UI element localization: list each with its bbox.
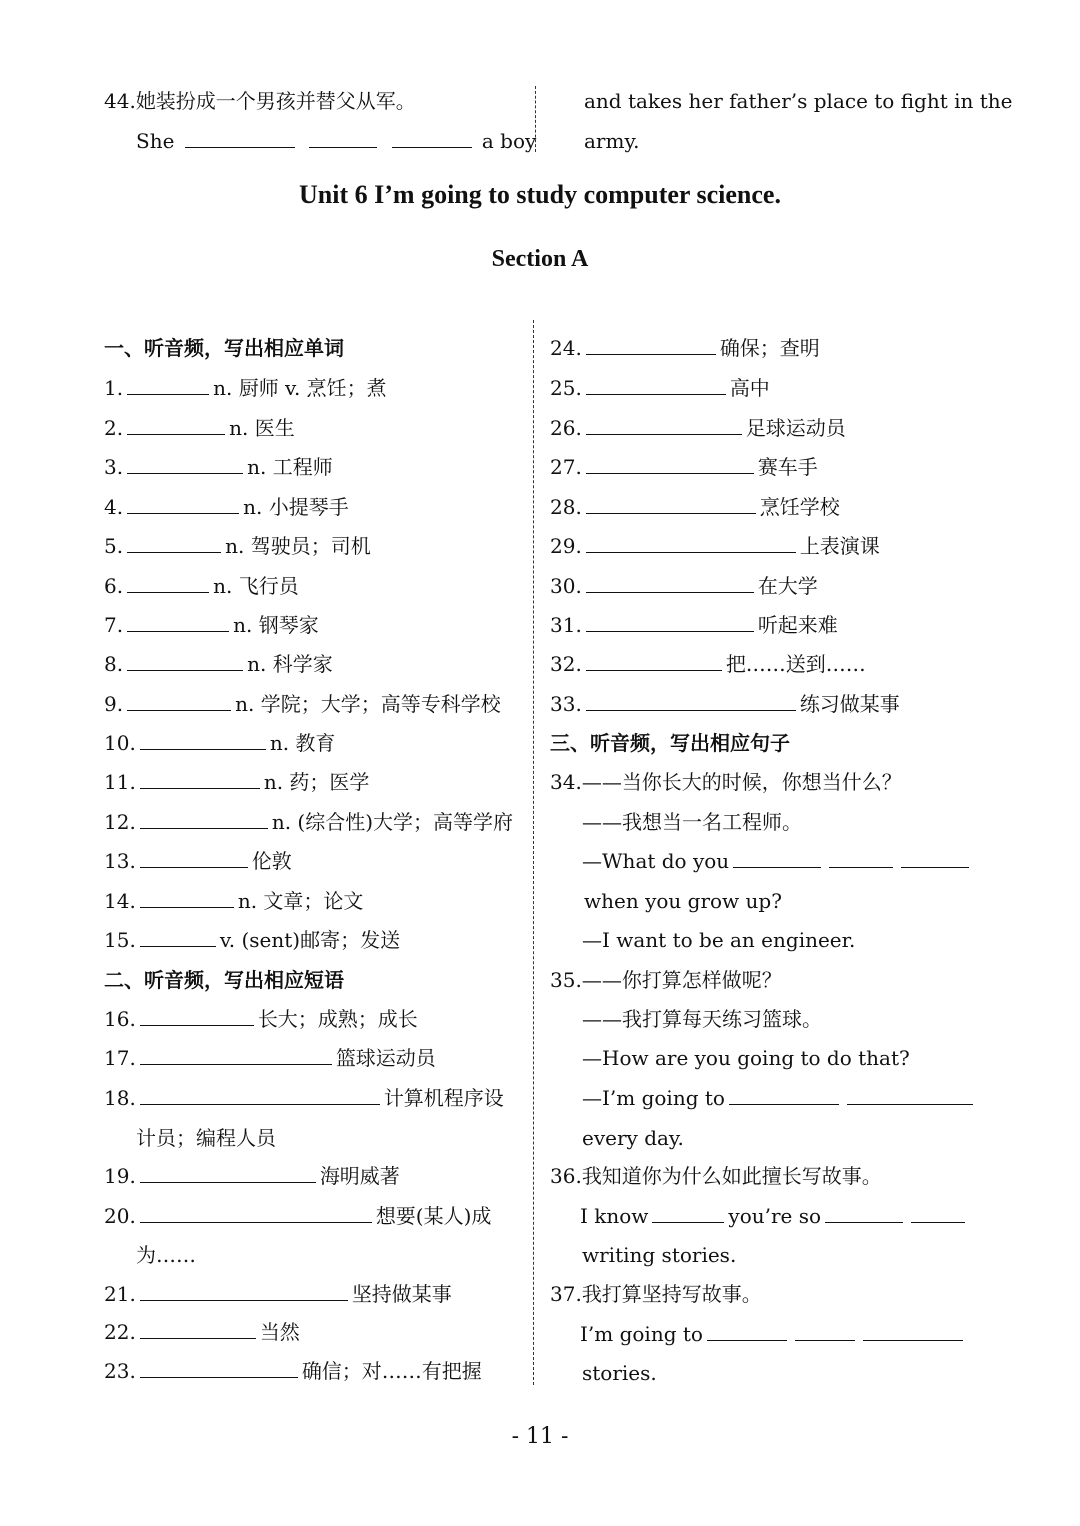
item-gloss: 足球运动员 — [745, 416, 846, 440]
answer-blank[interactable] — [586, 376, 726, 395]
answer-blank[interactable] — [127, 495, 239, 514]
answer-blank[interactable] — [586, 574, 754, 593]
list-item — [104, 847, 292, 875]
answer-blank[interactable] — [652, 1204, 724, 1223]
q36-english-2: writing stories. — [582, 1243, 737, 1267]
list-item-continuation: 计员；编程人员 — [136, 1126, 276, 1150]
answer-blank[interactable] — [140, 889, 234, 908]
q44-english-left — [136, 127, 536, 155]
item-gloss: 听起来难 — [757, 613, 838, 637]
item-number: 31. — [550, 613, 582, 637]
q34-chinese-2: ——我想当一名工程师。 — [582, 810, 802, 834]
answer-blank[interactable] — [127, 652, 243, 671]
q37-english-1 — [580, 1320, 967, 1348]
q36-number: 36. — [550, 1164, 582, 1188]
item-number: 28. — [550, 495, 582, 519]
item-gloss: n. 飞行员 — [213, 574, 299, 598]
q44-she: She — [136, 129, 175, 153]
q34-number: 34. — [550, 770, 582, 794]
answer-blank[interactable] — [586, 455, 754, 474]
q34-english-1 — [582, 847, 973, 875]
item-number: 1. — [104, 376, 124, 400]
item-number: 14. — [104, 889, 136, 913]
item-number: 20. — [104, 1204, 136, 1228]
answer-blank[interactable] — [140, 1164, 316, 1183]
answer-blank[interactable] — [127, 376, 209, 395]
list-item — [104, 729, 335, 757]
item-number: 23. — [104, 1359, 136, 1383]
list-item — [104, 1318, 300, 1346]
q35-chinese-2: ——我打算每天练习篮球。 — [582, 1007, 822, 1031]
q34-english-3: —I want to be an engineer. — [582, 928, 856, 952]
q34-english-2: when you grow up? — [584, 889, 782, 913]
item-gloss: 长大；成熟；成长 — [257, 1007, 418, 1031]
q37-english-2: stories. — [582, 1361, 657, 1385]
item-number: 21. — [104, 1282, 136, 1306]
q44-chinese: 她装扮成一个男孩并替父从军。 — [135, 89, 416, 113]
list-item — [550, 334, 820, 362]
item-gloss: n. 文章；论文 — [237, 889, 364, 913]
answer-blank[interactable] — [586, 652, 722, 671]
item-gloss: 海明威著 — [319, 1164, 400, 1188]
answer-blank[interactable] — [729, 1086, 839, 1105]
list-item — [104, 1202, 491, 1230]
item-gloss: n. 驾驶员；司机 — [225, 534, 371, 558]
item-number: 24. — [550, 336, 582, 360]
q34-en1: —What do you — [582, 849, 730, 873]
list-item — [104, 887, 363, 915]
page-number: - 11 - — [511, 1424, 569, 1449]
answer-blank[interactable] — [140, 1320, 256, 1339]
answer-blank[interactable] — [392, 129, 472, 148]
answer-blank[interactable] — [140, 1046, 332, 1065]
item-gloss: 想要(某人)成 — [375, 1204, 492, 1228]
answer-blank[interactable] — [140, 1282, 348, 1301]
unit-title: Unit 6 I’m going to study computer science. — [299, 180, 781, 209]
q35-english-3: every day. — [582, 1126, 684, 1150]
heading-words: 一、听音频，写出相应单词 — [104, 336, 344, 360]
item-gloss: 当然 — [259, 1320, 300, 1344]
item-gloss: n. 钢琴家 — [233, 613, 319, 637]
item-gloss: 烹饪学校 — [759, 495, 840, 519]
item-gloss: n. 工程师 — [247, 455, 333, 479]
answer-blank[interactable] — [586, 613, 754, 632]
list-item — [104, 1162, 400, 1190]
item-gloss: 坚持做某事 — [351, 1282, 452, 1306]
q37-en: I’m going to — [580, 1322, 703, 1346]
list-item — [104, 1357, 482, 1385]
q36-en-a: I know — [580, 1204, 649, 1228]
item-gloss: 上表演课 — [799, 534, 880, 558]
list-item — [550, 532, 880, 560]
answer-blank[interactable] — [586, 534, 796, 553]
answer-blank[interactable] — [733, 849, 821, 868]
answer-blank[interactable] — [140, 849, 248, 868]
item-gloss: 把……送到…… — [725, 652, 866, 676]
q44-aboy: a boy — [481, 129, 537, 153]
item-gloss: n. 药；医学 — [263, 770, 370, 794]
section-title: Section A — [491, 246, 589, 272]
answer-blank[interactable] — [901, 849, 969, 868]
list-item — [104, 453, 333, 481]
answer-blank[interactable] — [863, 1322, 963, 1341]
answer-blank[interactable] — [707, 1322, 787, 1341]
item-number: 27. — [550, 455, 582, 479]
q35-english-2 — [582, 1084, 977, 1112]
item-number: 3. — [104, 455, 124, 479]
q35-cn1: ——你打算怎样做呢？ — [581, 968, 782, 992]
item-gloss: n. 厨师 v. 烹饪；煮 — [213, 376, 387, 400]
q36-cn: 我知道你为什么如此擅长写故事。 — [581, 1164, 882, 1188]
item-number: 17. — [104, 1046, 136, 1070]
item-gloss: v. (sent)邮寄；发送 — [219, 928, 401, 952]
list-item — [550, 690, 900, 718]
answer-blank[interactable] — [586, 416, 742, 435]
q37-cn: 我打算坚持写故事。 — [581, 1282, 762, 1306]
answer-blank[interactable] — [586, 495, 756, 514]
list-item — [550, 572, 818, 600]
q37-chinese — [550, 1280, 762, 1308]
list-item — [104, 768, 369, 796]
item-number: 7. — [104, 613, 124, 637]
list-item-continuation: 为…… — [136, 1243, 196, 1267]
q36-english-1 — [580, 1202, 969, 1230]
item-number: 15. — [104, 928, 136, 952]
item-gloss: 伦敦 — [251, 849, 292, 873]
answer-blank[interactable] — [829, 849, 893, 868]
list-item — [104, 1044, 436, 1072]
item-gloss: n. 科学家 — [247, 652, 333, 676]
item-number: 19. — [104, 1164, 136, 1188]
answer-blank[interactable] — [140, 1007, 254, 1026]
answer-blank[interactable] — [185, 129, 295, 148]
answer-blank[interactable] — [795, 1322, 855, 1341]
list-item — [104, 690, 501, 718]
answer-blank[interactable] — [586, 692, 796, 711]
answer-blank[interactable] — [127, 455, 243, 474]
heading-sentences: 三、听音频，写出相应句子 — [550, 731, 790, 755]
item-number: 10. — [104, 731, 136, 755]
item-gloss: n. 教育 — [269, 731, 336, 755]
answer-blank[interactable] — [847, 1086, 973, 1105]
item-number: 4. — [104, 495, 124, 519]
item-number: 5. — [104, 534, 124, 558]
list-item — [104, 374, 387, 402]
answer-blank[interactable] — [140, 928, 216, 947]
answer-blank[interactable] — [140, 810, 268, 829]
answer-blank[interactable] — [127, 574, 209, 593]
item-gloss: 练习做某事 — [799, 692, 900, 716]
answer-blank[interactable] — [586, 336, 716, 355]
q44-number: 44. — [104, 89, 136, 113]
item-gloss: 计算机程序设 — [383, 1086, 504, 1110]
answer-blank[interactable] — [127, 416, 225, 435]
q34-cn1: ——当你长大的时候，你想当什么？ — [581, 770, 902, 794]
item-number: 26. — [550, 416, 582, 440]
q35-chinese-1 — [550, 966, 782, 994]
answer-blank[interactable] — [140, 1204, 372, 1223]
answer-blank[interactable] — [127, 613, 229, 632]
item-gloss: 高中 — [729, 376, 770, 400]
list-item — [104, 1280, 452, 1308]
item-number: 18. — [104, 1086, 136, 1110]
item-gloss: 确信；对……有把握 — [301, 1359, 482, 1383]
list-item — [550, 453, 818, 481]
answer-blank[interactable] — [140, 1359, 298, 1378]
answer-blank[interactable] — [127, 692, 231, 711]
item-number: 32. — [550, 652, 582, 676]
item-gloss: 篮球运动员 — [335, 1046, 436, 1070]
list-item — [104, 611, 319, 639]
q35-number: 35. — [550, 968, 582, 992]
list-item — [104, 414, 295, 442]
list-item — [104, 926, 400, 954]
item-number: 6. — [104, 574, 124, 598]
q44-english-right-2: army. — [584, 129, 640, 153]
item-number: 16. — [104, 1007, 136, 1031]
item-gloss: n. (综合性)大学；高等学府 — [271, 810, 514, 834]
answer-blank[interactable] — [309, 129, 377, 148]
q36-en-b: you’re so — [728, 1204, 822, 1228]
list-item — [104, 572, 299, 600]
list-item — [104, 1084, 504, 1112]
list-item — [104, 493, 349, 521]
answer-blank[interactable] — [140, 731, 266, 750]
list-item — [550, 374, 770, 402]
answer-blank[interactable] — [140, 1086, 380, 1105]
item-number: 33. — [550, 692, 582, 716]
item-number: 12. — [104, 810, 136, 834]
column-divider-top — [535, 86, 536, 152]
item-number: 13. — [104, 849, 136, 873]
list-item — [550, 650, 866, 678]
item-gloss: n. 医生 — [229, 416, 295, 440]
item-number: 2. — [104, 416, 124, 440]
list-item — [550, 414, 846, 442]
item-number: 30. — [550, 574, 582, 598]
q36-chinese — [550, 1162, 882, 1190]
q34-chinese-1 — [550, 768, 902, 796]
item-number: 25. — [550, 376, 582, 400]
item-number: 22. — [104, 1320, 136, 1344]
list-item — [104, 650, 333, 678]
heading-phrases: 二、听音频，写出相应短语 — [104, 968, 344, 992]
q44-english-right-1: and takes her father’s place to fight in the — [584, 89, 1013, 113]
answer-blank[interactable] — [825, 1204, 903, 1223]
column-divider-main — [533, 320, 534, 1385]
item-number: 9. — [104, 692, 124, 716]
q37-number: 37. — [550, 1282, 582, 1306]
item-gloss: 赛车手 — [757, 455, 818, 479]
list-item — [550, 493, 840, 521]
item-gloss: 确保；查明 — [719, 336, 820, 360]
item-number: 29. — [550, 534, 582, 558]
q35-en2: —I’m going to — [582, 1086, 725, 1110]
item-number: 8. — [104, 652, 124, 676]
item-gloss: n. 学院；大学；高等专科学校 — [235, 692, 501, 716]
answer-blank[interactable] — [127, 534, 221, 553]
item-number: 11. — [104, 770, 136, 794]
q44-prompt — [104, 87, 416, 115]
answer-blank[interactable] — [140, 770, 260, 789]
item-gloss: n. 小提琴手 — [243, 495, 349, 519]
item-gloss: 在大学 — [757, 574, 818, 598]
answer-blank[interactable] — [911, 1204, 965, 1223]
list-item — [104, 1005, 418, 1033]
list-item — [550, 611, 838, 639]
list-item — [104, 532, 371, 560]
q35-english-1: —How are you going to do that? — [582, 1046, 910, 1070]
list-item — [104, 808, 513, 836]
